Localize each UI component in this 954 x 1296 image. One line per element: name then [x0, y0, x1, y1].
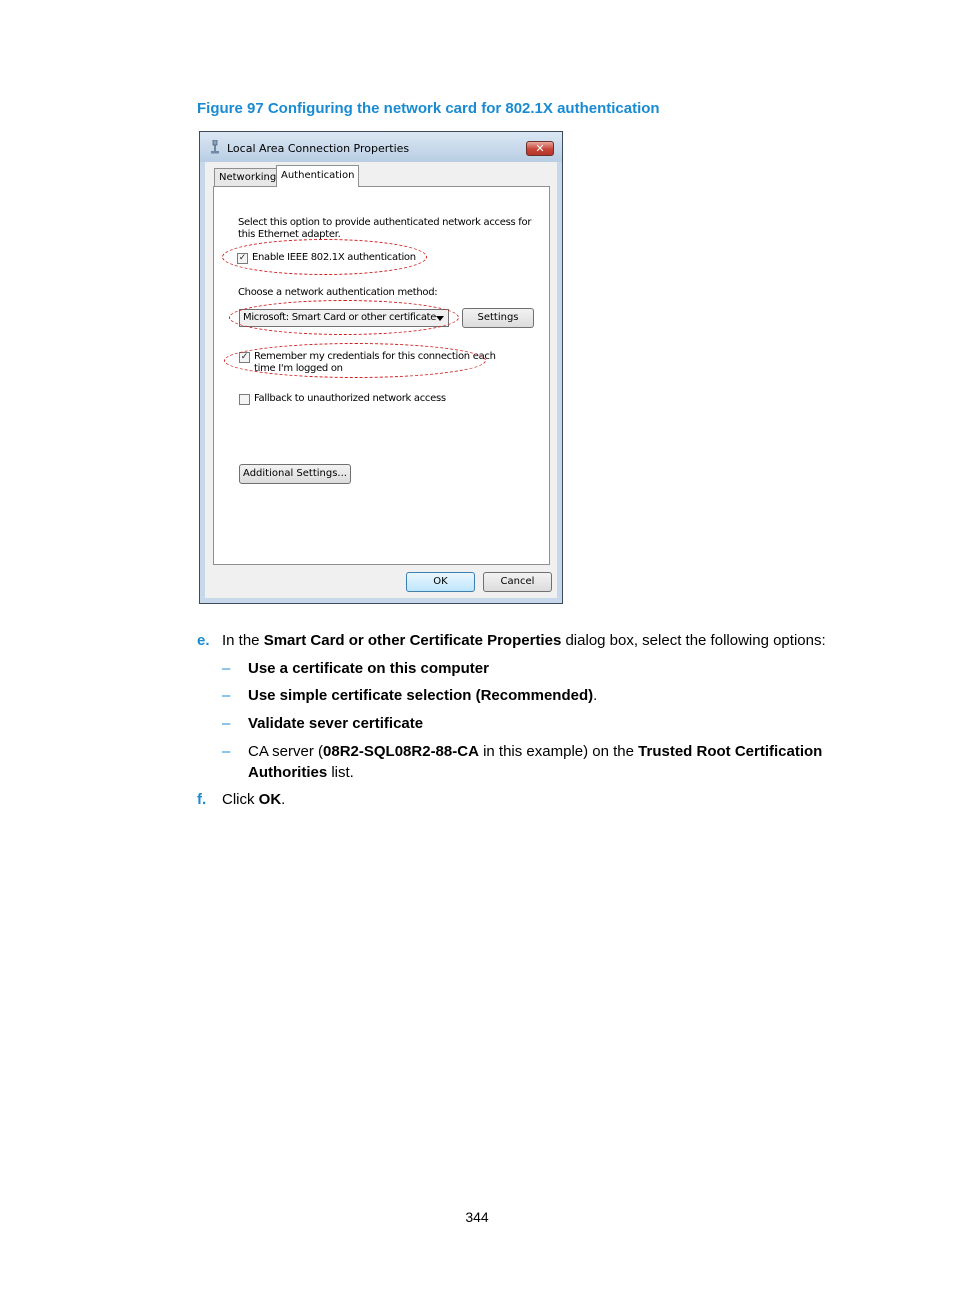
remember-credentials-line-1: Remember my credentials for this connection each — [254, 351, 496, 362]
option-text: CA server ( — [248, 743, 324, 760]
step-text: Click — [222, 791, 259, 808]
dropdown-arrow-icon — [436, 316, 444, 321]
step-text: In the — [222, 632, 264, 649]
step-marker: f. — [197, 791, 207, 808]
step-text: dialog box, select the following options: — [561, 632, 826, 649]
dash-bullet: – — [222, 743, 231, 760]
dash-bullet: – — [222, 660, 231, 677]
network-connection-icon — [210, 140, 220, 154]
checkmark-icon: ✓ — [240, 352, 249, 362]
enable-8021x-checkbox[interactable] — [237, 253, 248, 264]
option-text: in this example) on the — [478, 743, 639, 760]
trusted-root-label: Trusted Root Certification — [638, 743, 823, 760]
dialog-titlebar — [200, 132, 562, 162]
method-label: Choose a network authentication method: — [238, 287, 438, 298]
option-punct: . — [593, 687, 598, 704]
step-e — [197, 632, 826, 649]
dash-bullet: – — [222, 687, 231, 704]
close-icon: ✕ — [535, 142, 545, 155]
page-number: 344 — [465, 1209, 489, 1225]
option-item — [222, 715, 423, 732]
authorities-label: Authorities — [248, 764, 328, 781]
tab-networking[interactable]: Networking — [214, 168, 281, 186]
dialog-client-area — [205, 162, 557, 598]
close-button[interactable] — [526, 141, 554, 156]
fallback-checkbox[interactable] — [239, 394, 250, 405]
option-item — [222, 687, 597, 704]
step-bold: OK — [258, 791, 282, 808]
dash-bullet: – — [222, 715, 231, 732]
auth-method-value: Microsoft: Smart Card or other certificate — [243, 312, 437, 323]
option-item — [222, 660, 489, 677]
option-item-ca — [222, 743, 822, 760]
enable-8021x-label: Enable IEEE 802.1X authentication — [252, 252, 416, 263]
cancel-button[interactable]: Cancel — [483, 572, 552, 592]
remember-credentials-checkbox[interactable] — [239, 352, 250, 363]
option-text: list. — [327, 764, 354, 781]
step-f — [197, 791, 285, 808]
ca-server-name: 08R2-SQL08R2-88-CA — [323, 743, 479, 760]
option-text: Use simple certificate selection (Recommended) — [248, 687, 594, 704]
step-text: . — [281, 791, 286, 808]
option-text: Validate sever certificate — [248, 715, 424, 732]
step-marker: e. — [197, 632, 210, 649]
option-item-ca-continued — [248, 764, 354, 781]
ok-button[interactable]: OK — [406, 572, 475, 592]
properties-dialog — [199, 131, 563, 604]
authentication-panel — [213, 186, 550, 565]
remember-credentials-line-2: time I'm logged on — [254, 363, 343, 374]
tab-authentication[interactable]: Authentication — [276, 165, 359, 187]
auth-method-select[interactable] — [239, 309, 449, 327]
step-bold: Smart Card or other Certificate Properties — [263, 632, 562, 649]
fallback-label: Fallback to unauthorized network access — [254, 393, 446, 404]
checkmark-icon: ✓ — [238, 253, 247, 263]
option-text: Use a certificate on this computer — [248, 660, 489, 677]
settings-button[interactable]: Settings — [462, 308, 534, 328]
additional-settings-button[interactable]: Additional Settings... — [239, 464, 351, 484]
dialog-title: Local Area Connection Properties — [227, 142, 410, 155]
figure-caption: Figure 97 Configuring the network card for 802.1X authentication — [197, 100, 660, 117]
description-line-1: Select this option to provide authenticated network access for — [238, 217, 532, 228]
description-line-2: this Ethernet adapter. — [238, 229, 341, 240]
